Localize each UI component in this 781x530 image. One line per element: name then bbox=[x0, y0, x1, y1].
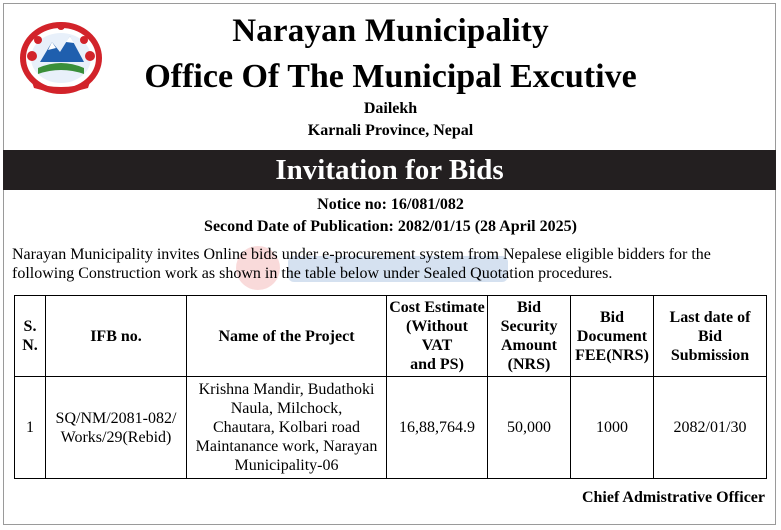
header-line: N. bbox=[22, 337, 38, 354]
header-line: Last date of bbox=[669, 308, 751, 326]
cell-ifb bbox=[46, 377, 187, 479]
cell-cost: 16,88,764.9 bbox=[387, 377, 488, 479]
province-name: Karnali Province, Nepal bbox=[307, 122, 474, 139]
cell-line: Naula, Milchock, bbox=[230, 400, 343, 417]
invitation-banner: Invitation for Bids bbox=[3, 150, 776, 190]
bids-table bbox=[14, 295, 767, 479]
header-line: (NRS) bbox=[507, 356, 551, 373]
header-line: Bid bbox=[599, 308, 624, 326]
header-line: Bid bbox=[697, 327, 722, 345]
office-title: Office Of The Municipal Excutive bbox=[144, 58, 637, 95]
cell-line: Maintanance work, Narayan bbox=[195, 438, 378, 455]
header-line: Submission bbox=[670, 346, 750, 364]
table-header-row bbox=[15, 296, 767, 377]
header-ifb: IFB no. bbox=[46, 296, 187, 377]
cell-line: Krishna Mandir, Budathoki bbox=[198, 381, 375, 398]
cell-line: Chautara, Kolbari road bbox=[212, 419, 361, 436]
header-line: FEE(NRS) bbox=[575, 346, 649, 364]
header-line: Security bbox=[500, 318, 558, 335]
header-sn bbox=[15, 296, 46, 377]
intro-paragraph: Narayan Municipality invites Online bids under e-procurement system from Nepalese eligible bidders for the following Construction work as shown in the table below under Sealed Quotation procedures. bbox=[12, 246, 711, 282]
header-line: and PS) bbox=[410, 356, 464, 373]
header-line: Cost Estimate bbox=[389, 299, 485, 316]
cell-deadline: 2082/01/30 bbox=[654, 377, 767, 479]
header-line: Bid bbox=[516, 299, 541, 316]
header-line: S. bbox=[23, 318, 37, 335]
header-cost bbox=[387, 296, 488, 377]
cell-sn: 1 bbox=[15, 377, 46, 479]
header-line: (Without VAT bbox=[406, 318, 468, 354]
municipality-title: Narayan Municipality bbox=[232, 13, 549, 49]
header-line: Document bbox=[576, 327, 648, 345]
header-fee bbox=[571, 296, 654, 377]
table-row bbox=[15, 377, 767, 479]
header-deadline bbox=[654, 296, 767, 377]
header-project: Name of the Project bbox=[187, 296, 387, 377]
publication-date: Second Date of Publication: 2082/01/15 (28 April 2025) bbox=[204, 218, 577, 235]
header-security bbox=[488, 296, 571, 377]
signature-title: Chief Admistrative Officer bbox=[581, 489, 765, 506]
district-name: Dailekh bbox=[363, 100, 418, 117]
cell-security: 50,000 bbox=[488, 377, 571, 479]
notice-number: Notice no: 16/081/082 bbox=[317, 196, 464, 213]
cell-line: SQ/NM/2081-082/ bbox=[55, 409, 177, 427]
cell-project bbox=[187, 377, 387, 479]
cell-line: Municipality-06 bbox=[234, 457, 339, 474]
cell-fee: 1000 bbox=[571, 377, 654, 479]
cell-line: Works/29(Rebid) bbox=[60, 428, 172, 446]
header-line: Amount bbox=[500, 337, 557, 354]
